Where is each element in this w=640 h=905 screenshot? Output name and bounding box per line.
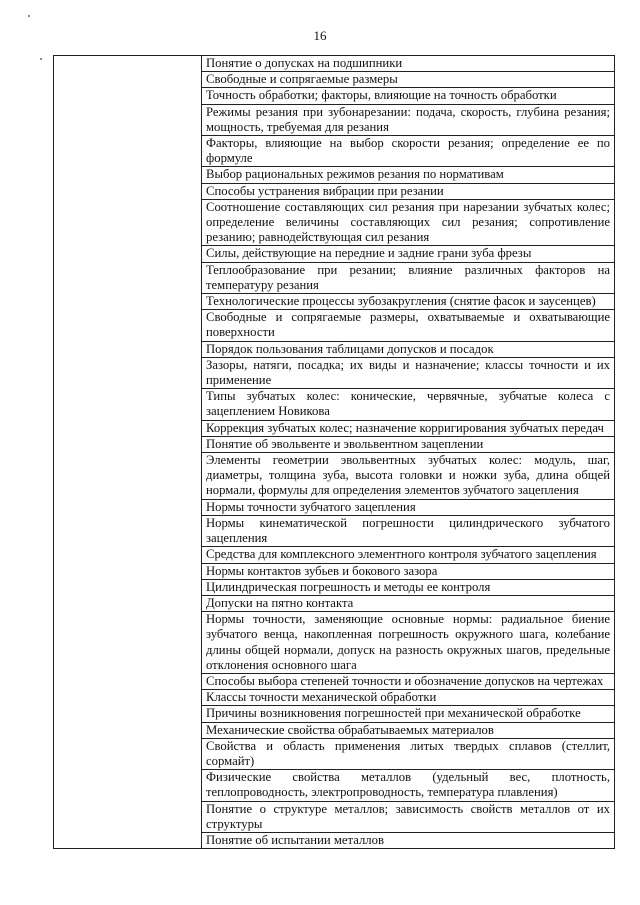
topic-cell: Средства для комплексного элементного контроля зубчатого зацепления bbox=[202, 547, 615, 563]
topic-cell: Цилиндрическая погрешность и методы ее контроля bbox=[202, 579, 615, 595]
topic-cell: Нормы точности, заменяющие основные нормы: радиальное биение зубчатого венца, накопленная погрешность окружного шага, колебание длины общей нормали, допуск на разность окружных шагов, предельные отклонения основного шага bbox=[202, 612, 615, 674]
topic-cell: Физические свойства металлов (удельный вес, плотность, теплопроводность, электропроводность, температура плавления) bbox=[202, 770, 615, 801]
topic-cell: Технологические процессы зубозакругления (снятие фасок и заусенцев) bbox=[202, 294, 615, 310]
topic-cell: Нормы контактов зубьев и бокового зазора bbox=[202, 563, 615, 579]
topic-cell: Понятие об испытании металлов bbox=[202, 832, 615, 848]
topic-cell: Коррекция зубчатых колес; назначение корригирования зубчатых передач bbox=[202, 420, 615, 436]
topic-cell: Силы, действующие на передние и задние грани зуба фрезы bbox=[202, 246, 615, 262]
topic-cell: Механические свойства обрабатываемых материалов bbox=[202, 722, 615, 738]
topic-cell: Понятие о допусках на подшипники bbox=[202, 56, 615, 72]
topic-cell: Нормы кинематической погрешности цилиндрического зубчатого зацепления bbox=[202, 515, 615, 546]
topic-cell: Свободные и сопрягаемые размеры bbox=[202, 72, 615, 88]
topics-table-body bbox=[54, 56, 615, 849]
table-row bbox=[54, 56, 615, 72]
topic-cell: Точность обработки; факторы, влияющие на точность обработки bbox=[202, 88, 615, 104]
topic-cell: Элементы геометрии эвольвентных зубчатых колес: модуль, шаг, диаметры, толщина зуба, высота головки и ножки зуба, длина общей нормали, формулы для определения элементов зубчатого зацепления bbox=[202, 453, 615, 500]
topic-cell: Понятие о структуре металлов; зависимость свойств металлов от их структуры bbox=[202, 801, 615, 832]
topic-cell: Порядок пользования таблицами допусков и посадок bbox=[202, 341, 615, 357]
topic-cell: Выбор рациональных режимов резания по нормативам bbox=[202, 167, 615, 183]
topic-cell: Свойства и область применения литых твердых сплавов (стеллит, сормайт) bbox=[202, 738, 615, 769]
topic-cell: Соотношение составляющих сил резания при нарезании зубчатых колес; определение величины составляющих сил резания; сопротивление резанию; равнодействующая сил резания bbox=[202, 199, 615, 246]
topic-cell: Понятие об эвольвенте и эвольвентном зацеплении bbox=[202, 436, 615, 452]
topic-cell: Факторы, влияющие на выбор скорости резания; определение ее по формуле bbox=[202, 136, 615, 167]
topic-cell: Режимы резания при зубонарезании: подача, скорость, глубина резания; мощность, требуемая для резания bbox=[202, 104, 615, 135]
topic-cell: Зазоры, натяги, посадка; их виды и назначение; классы точности и их применение bbox=[202, 357, 615, 388]
page-number: 16 bbox=[313, 28, 327, 43]
topic-cell: Причины возникновения погрешностей при механической обработке bbox=[202, 706, 615, 722]
topic-cell: Типы зубчатых колес: конические, червячные, зубчатые колеса с зацеплением Новикова bbox=[202, 389, 615, 420]
topic-cell: Классы точности механической обработки bbox=[202, 690, 615, 706]
topic-cell: Свободные и сопрягаемые размеры, охватываемые и охватывающие поверхности bbox=[202, 310, 615, 341]
topic-cell: Допуски на пятно контакта bbox=[202, 595, 615, 611]
topic-cell: Нормы точности зубчатого зацепления bbox=[202, 499, 615, 515]
topic-cell: Способы выбора степеней точности и обозначение допусков на чертежах bbox=[202, 673, 615, 689]
topic-cell: Теплообразование при резании; влияние различных факторов на температуру резания bbox=[202, 262, 615, 293]
topics-table bbox=[53, 55, 615, 849]
empty-left-column bbox=[54, 56, 202, 849]
scan-mark bbox=[28, 15, 30, 17]
scan-mark bbox=[40, 58, 42, 60]
topic-cell: Способы устранения вибрации при резании bbox=[202, 183, 615, 199]
